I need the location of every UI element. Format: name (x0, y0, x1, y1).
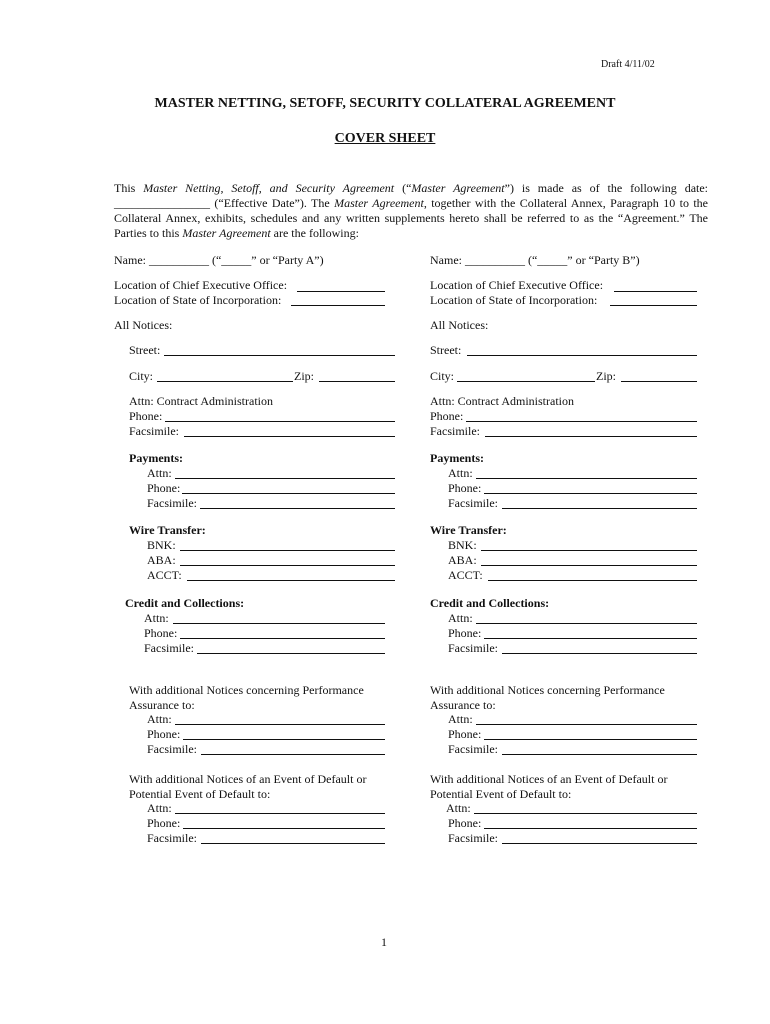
party-b-default-line1: With additional Notices of an Event of Default or (430, 772, 668, 786)
party-b-payments-phone-label: Phone: (448, 481, 482, 495)
party-a-payments-heading: Payments: (129, 451, 183, 465)
party-a-acct-label: ACCT: (147, 568, 182, 582)
party-b-payments-fax-field[interactable] (502, 508, 697, 509)
party-b-name: Name: __________ (“_____” or “Party B”) (430, 253, 640, 267)
party-a-payments-fax-field[interactable] (200, 508, 395, 509)
party-a-incorp-field[interactable] (291, 305, 385, 306)
party-b-credit-fax-label: Facsimile: (448, 641, 498, 655)
party-b-incorp-field[interactable] (610, 305, 697, 306)
page-number: 1 (381, 935, 387, 949)
party-b-acct-label: ACCT: (448, 568, 483, 582)
party-a-default-phone-field[interactable] (183, 828, 385, 829)
party-a-city-label: City: (129, 369, 154, 383)
party-b-street-field[interactable] (467, 355, 697, 356)
party-a-default-phone-label: Phone: (147, 816, 181, 830)
party-a-incorp-label: Location of State of Incorporation: (114, 293, 282, 307)
party-a-credit-phone-field[interactable] (180, 638, 385, 639)
party-b-aba-field[interactable] (481, 565, 697, 566)
party-b-default-phone-field[interactable] (484, 828, 697, 829)
party-a-perf-phone-field[interactable] (183, 739, 385, 740)
party-a-perf-phone-label: Phone: (147, 727, 181, 741)
party-a-perf-line1: With additional Notices concerning Performance (129, 683, 364, 697)
party-b-phone-label: Phone: (430, 409, 464, 423)
party-b-bnk-field[interactable] (481, 550, 697, 551)
party-b-zip-field[interactable] (621, 381, 697, 382)
party-b-default-attn-label: Attn: (446, 801, 471, 815)
party-b-city-label: City: (430, 369, 455, 383)
party-b-office-label: Location of Chief Executive Office: (430, 278, 604, 292)
party-a-default-attn-label: Attn: (147, 801, 172, 815)
party-a-office-field[interactable] (297, 291, 385, 292)
party-a-perf-line2: Assurance to: (129, 698, 195, 712)
intro-paragraph: This Master Netting, Setoff, and Security Agreement (“Master Agreement”) is made as of the following date: ________________ (“Effective Date”). The Master Agreement, together with the Collateral Annex, Paragraph 10 to the Collateral Annex, exhibits, schedules and any written supplements hereto shall be referred to as the “Agreement.” The Parties to this Master Agreement are the following: (114, 181, 709, 240)
party-b-city-field[interactable] (457, 381, 595, 382)
party-b-fax-label: Facsimile: (430, 424, 480, 438)
party-a-payments-attn-label: Attn: (147, 466, 172, 480)
draft-date: Draft 4/11/02 (601, 59, 655, 70)
party-b-payments-fax-label: Facsimile: (448, 496, 498, 510)
party-b-perf-line2: Assurance to: (430, 698, 496, 712)
party-a-name: Name: __________ (“_____” or “Party A”) (114, 253, 324, 267)
party-b-default-line2: Potential Event of Default to: (430, 787, 572, 801)
party-a-attn-contract: Attn: Contract Administration (129, 394, 273, 408)
document-title: MASTER NETTING, SETOFF, SECURITY COLLATERAL AGREEMENT (154, 96, 616, 111)
party-b-payments-attn-field[interactable] (476, 478, 697, 479)
party-b-default-phone-label: Phone: (448, 816, 482, 830)
party-b-perf-attn-field[interactable] (476, 724, 697, 725)
party-a-credit-phone-label: Phone: (144, 626, 178, 640)
party-b-credit-phone-label: Phone: (448, 626, 482, 640)
party-a-street-field[interactable] (164, 355, 395, 356)
party-b-default-fax-field[interactable] (502, 843, 697, 844)
party-a-fax-field[interactable] (184, 436, 395, 437)
party-a-payments-phone-label: Phone: (147, 481, 181, 495)
party-a-zip-field[interactable] (319, 381, 395, 382)
party-b-perf-attn-label: Attn: (448, 712, 473, 726)
party-a-perf-attn-label: Attn: (147, 712, 172, 726)
party-b-default-fax-label: Facsimile: (448, 831, 498, 845)
party-a-wire-heading: Wire Transfer: (129, 523, 206, 537)
party-a-phone-label: Phone: (129, 409, 163, 423)
party-a-payments-attn-field[interactable] (175, 478, 395, 479)
party-a-aba-label: ABA: (147, 553, 176, 567)
party-a-default-line1: With additional Notices of an Event of Default or (129, 772, 367, 786)
party-b-zip-label: Zip: (596, 369, 616, 383)
party-a-perf-fax-field[interactable] (201, 754, 385, 755)
party-b-incorp-label: Location of State of Incorporation: (430, 293, 598, 307)
party-b-phone-field[interactable] (466, 421, 697, 422)
party-a-perf-fax-label: Facsimile: (147, 742, 197, 756)
party-a-fax-label: Facsimile: (129, 424, 179, 438)
party-b-fax-field[interactable] (485, 436, 697, 437)
party-a-default-fax-field[interactable] (201, 843, 385, 844)
party-b-payments-phone-field[interactable] (484, 493, 697, 494)
party-a-credit-attn-label: Attn: (144, 611, 169, 625)
party-a-city-field[interactable] (157, 381, 293, 382)
party-b-aba-label: ABA: (448, 553, 477, 567)
party-b-perf-phone-field[interactable] (484, 739, 697, 740)
party-a-acct-field[interactable] (187, 580, 395, 581)
party-b-credit-heading: Credit and Collections: (430, 596, 550, 610)
party-a-default-attn-field[interactable] (175, 813, 385, 814)
party-b-perf-phone-label: Phone: (448, 727, 482, 741)
party-b-payments-attn-label: Attn: (448, 466, 473, 480)
party-b-perf-fax-field[interactable] (502, 754, 697, 755)
party-a-default-fax-label: Facsimile: (147, 831, 197, 845)
party-b-street-label: Street: (430, 343, 462, 357)
party-b-perf-line1: With additional Notices concerning Performance (430, 683, 665, 697)
party-b-credit-attn-label: Attn: (448, 611, 473, 625)
party-a-zip-label: Zip: (294, 369, 314, 383)
party-a-office-label: Location of Chief Executive Office: (114, 278, 288, 292)
party-a-credit-fax-field[interactable] (197, 653, 385, 654)
party-a-payments-fax-label: Facsimile: (147, 496, 197, 510)
party-b-office-field[interactable] (614, 291, 697, 292)
party-a-phone-field[interactable] (165, 421, 395, 422)
party-b-payments-heading: Payments: (430, 451, 484, 465)
party-b-wire-heading: Wire Transfer: (430, 523, 507, 537)
party-a-street-label: Street: (129, 343, 161, 357)
party-b-acct-field[interactable] (488, 580, 697, 581)
party-a-bnk-label: BNK: (147, 538, 176, 552)
party-a-credit-attn-field[interactable] (173, 623, 385, 624)
party-b-bnk-label: BNK: (448, 538, 477, 552)
party-b-credit-fax-field[interactable] (502, 653, 697, 654)
party-a-credit-fax-label: Facsimile: (144, 641, 194, 655)
party-a-default-line2: Potential Event of Default to: (129, 787, 271, 801)
party-a-credit-heading: Credit and Collections: (125, 596, 245, 610)
party-a-aba-field[interactable] (180, 565, 395, 566)
cover-sheet-heading: COVER SHEET (334, 131, 436, 146)
party-a-all-notices: All Notices: (114, 318, 173, 332)
party-b-perf-fax-label: Facsimile: (448, 742, 498, 756)
party-b-all-notices: All Notices: (430, 318, 489, 332)
party-b-credit-phone-field[interactable] (484, 638, 697, 639)
party-a-perf-attn-field[interactable] (175, 724, 385, 725)
party-b-attn-contract: Attn: Contract Administration (430, 394, 574, 408)
party-b-credit-attn-field[interactable] (476, 623, 697, 624)
party-a-bnk-field[interactable] (180, 550, 395, 551)
party-a-payments-phone-field[interactable] (182, 493, 395, 494)
party-b-default-attn-field[interactable] (474, 813, 697, 814)
